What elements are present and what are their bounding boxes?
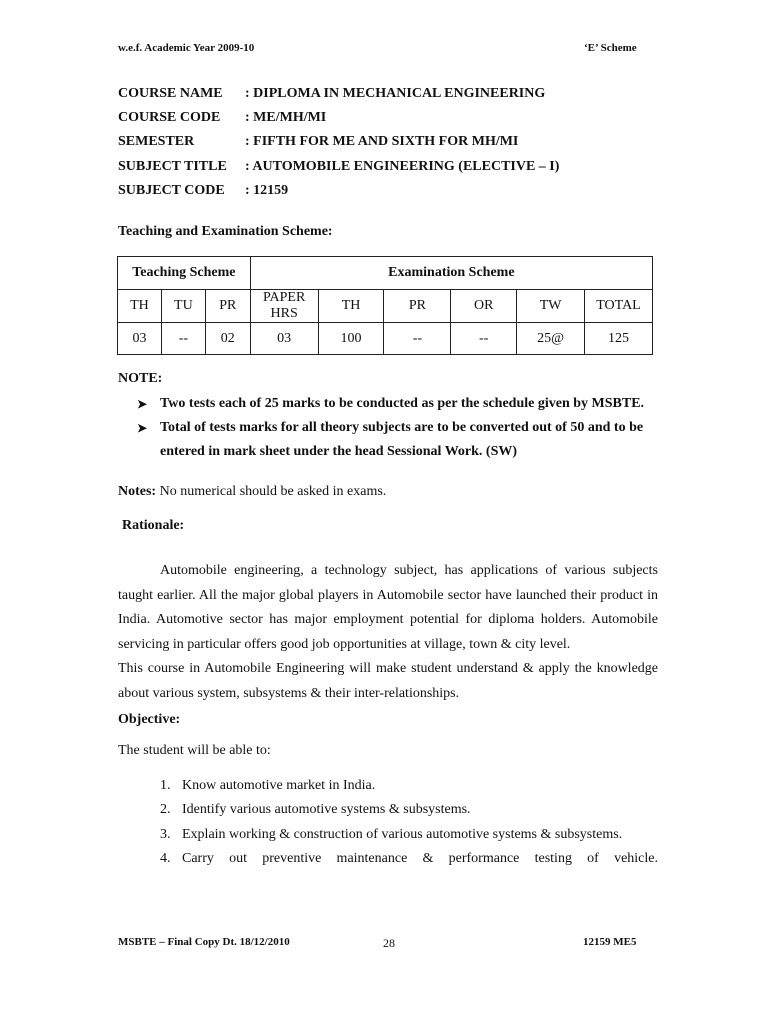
table-cell: 125 <box>585 323 653 355</box>
page-number: 28 <box>383 936 395 950</box>
objective-item-text: Identify various automotive systems & subsystems. <box>182 802 471 817</box>
col-header: TU <box>161 290 205 323</box>
note-bullet-2 <box>137 416 657 464</box>
table-cell: 03 <box>250 323 318 355</box>
notes-text: No numerical should be asked in exams. <box>156 484 387 499</box>
rationale-paragraph-1: Automobile engineering, a technology subject, has applications of various subjects taught earlier. All the major global players in Automobile sector have launched their product in India. Automotive sector has major employment potential for diploma holders. Automobile servicing in particular offers good job opportunities at village, town & city level. <box>118 563 658 652</box>
teaching-scheme-header: Teaching Scheme <box>118 257 251 290</box>
note-bullet-2-line-1: Total of tests marks for all theory subjects are to be converted out of 50 and to be <box>160 420 644 435</box>
objective-item-number: 1. <box>160 778 171 793</box>
subject-title-row <box>118 155 559 179</box>
scheme-column-header-row <box>118 290 653 323</box>
objective-item <box>160 798 471 822</box>
course-code-label: COURSE CODE <box>118 110 221 125</box>
objective-item-text: Explain working & construction of various automotive systems & subsystems. <box>182 827 623 842</box>
objective-item-number: 4. <box>160 851 171 866</box>
table-cell: -- <box>451 323 517 355</box>
note-bullet-1 <box>137 392 657 416</box>
col-header: TW <box>517 290 585 323</box>
semester-row <box>118 130 518 154</box>
col-header: TH <box>318 290 384 323</box>
footer-subject-code: 12159 ME5 <box>583 936 637 948</box>
objective-intro: The student will be able to: <box>118 743 271 758</box>
col-header: PR <box>205 290 250 323</box>
subject-code-label: SUBJECT CODE <box>118 183 225 198</box>
objective-item-number: 2. <box>160 802 171 817</box>
examination-scheme-header: Examination Scheme <box>250 257 652 290</box>
subject-title-value: : AUTOMOBILE ENGINEERING (ELECTIVE – I) <box>245 159 560 174</box>
subject-code-row <box>118 179 288 203</box>
notes-label: Notes: <box>118 484 157 499</box>
objective-item-text: Know automotive market in India. <box>182 778 376 793</box>
notes-line <box>118 484 386 500</box>
col-header: TH <box>118 290 162 323</box>
note-bullet-1-text: Two tests each of 25 marks to be conducted as per the schedule given by MSBTE. <box>160 396 645 411</box>
table-cell: -- <box>161 323 205 355</box>
course-name-label: COURSE NAME <box>118 86 223 101</box>
objective-item <box>160 823 622 847</box>
table-cell: -- <box>384 323 451 355</box>
arrow-bullet-icon: ➤ <box>137 397 148 411</box>
scheme-table <box>117 256 653 355</box>
note-heading: NOTE: <box>118 371 163 386</box>
rationale-heading: Rationale: <box>122 518 185 533</box>
arrow-bullet-icon: ➤ <box>137 421 148 435</box>
semester-label: SEMESTER <box>118 134 195 149</box>
header-scheme: ‘E’ Scheme <box>584 42 637 54</box>
course-code-row <box>118 106 326 130</box>
subject-code-value: : 12159 <box>245 183 289 198</box>
footer-final-copy: MSBTE – Final Copy Dt. 18/12/2010 <box>118 936 290 948</box>
course-name-row <box>118 82 545 106</box>
col-header: TOTAL <box>585 290 653 323</box>
course-name-value: : DIPLOMA IN MECHANICAL ENGINEERING <box>245 86 546 101</box>
subject-title-label: SUBJECT TITLE <box>118 159 227 174</box>
table-cell: 02 <box>205 323 250 355</box>
note-bullet-2-line-2: entered in mark sheet under the head Sessional Work. (SW) <box>160 444 518 459</box>
scheme-group-header-row <box>118 257 653 290</box>
objective-item <box>160 847 658 871</box>
scheme-heading: Teaching and Examination Scheme: <box>118 224 333 239</box>
col-header: OR <box>451 290 517 323</box>
table-cell: 100 <box>318 323 384 355</box>
table-cell: 25@ <box>517 323 585 355</box>
objective-item-text: Carry out preventive maintenance & performance testing of vehicle. <box>182 851 658 866</box>
semester-value: : FIFTH FOR ME AND SIXTH FOR MH/MI <box>245 134 519 149</box>
scheme-values-row <box>118 323 653 355</box>
objective-heading: Objective: <box>118 712 181 727</box>
rationale-paragraph-2: This course in Automobile Engineering will make student understand & apply the knowledge about various system, subsystems & their inter-relationships. <box>118 661 658 701</box>
objective-item-number: 3. <box>160 827 171 842</box>
header-academic-year: w.e.f. Academic Year 2009-10 <box>118 42 255 54</box>
objective-item <box>160 774 375 798</box>
col-header: PR <box>384 290 451 323</box>
course-code-value: : ME/MH/MI <box>245 110 327 125</box>
table-cell: 03 <box>118 323 162 355</box>
col-header: PAPER HRS <box>250 290 318 323</box>
